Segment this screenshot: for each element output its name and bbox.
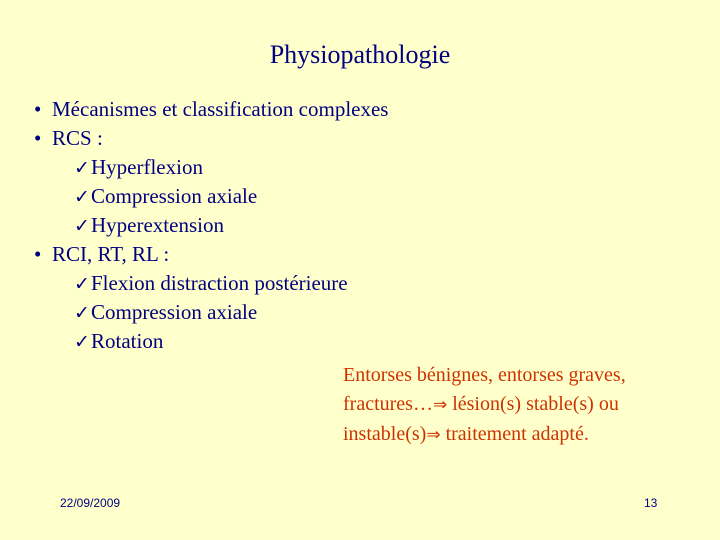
- subitem-text: Hyperflexion: [91, 155, 203, 179]
- check-icon: ✓: [74, 157, 90, 179]
- subitem-compression-axiale: [34, 298, 694, 327]
- bullet-item-rcs: [34, 124, 694, 153]
- bullet-marker: •: [34, 242, 42, 266]
- implies-arrow-icon: ⇒: [432, 395, 448, 415]
- bullet-marker: •: [34, 97, 42, 121]
- note-text: lésion(s) stable(s) ou: [447, 393, 619, 415]
- subitem-rotation: [34, 327, 694, 356]
- check-icon: ✓: [74, 302, 90, 324]
- note-text: instable(s): [343, 423, 427, 445]
- summary-note: [343, 361, 703, 450]
- note-line-2: [343, 390, 703, 420]
- note-text: fractures…: [343, 393, 433, 415]
- check-icon: ✓: [74, 186, 90, 208]
- check-icon: ✓: [74, 331, 90, 353]
- bullet-list: [34, 95, 694, 356]
- bullet-item-rci-rt-rl: [34, 240, 694, 269]
- subitem-text: Compression axiale: [91, 184, 258, 208]
- page-number: 13: [644, 496, 658, 510]
- subitem-text: Flexion distraction postérieure: [91, 271, 348, 295]
- note-text: traitement adapté.: [440, 423, 589, 445]
- subitem-text: Rotation: [91, 329, 164, 353]
- subitem-hyperextension: [34, 211, 694, 240]
- bullet-text: Mécanismes et classification complexes: [52, 97, 389, 121]
- slide-title: Physiopathologie: [269, 40, 451, 69]
- bullet-text: RCS :: [52, 126, 103, 150]
- subitem-text: Compression axiale: [91, 300, 258, 324]
- subitem-hyperflexion: [34, 153, 694, 182]
- check-icon: ✓: [74, 273, 90, 295]
- check-icon: ✓: [74, 215, 90, 237]
- implies-arrow-icon: ⇒: [426, 425, 441, 445]
- footer-date: 22/09/2009: [60, 496, 121, 510]
- note-line-3: [343, 420, 703, 450]
- note-line-1: Entorses bénignes, entorses graves,: [343, 364, 626, 386]
- bullet-item-mecanismes: [34, 95, 694, 124]
- subitem-compression-axiale: [34, 182, 694, 211]
- subitem-flexion-distraction: [34, 269, 694, 298]
- subitem-text: Hyperextension: [91, 213, 224, 237]
- bullet-text: RCI, RT, RL :: [52, 242, 170, 266]
- bullet-marker: •: [34, 126, 42, 150]
